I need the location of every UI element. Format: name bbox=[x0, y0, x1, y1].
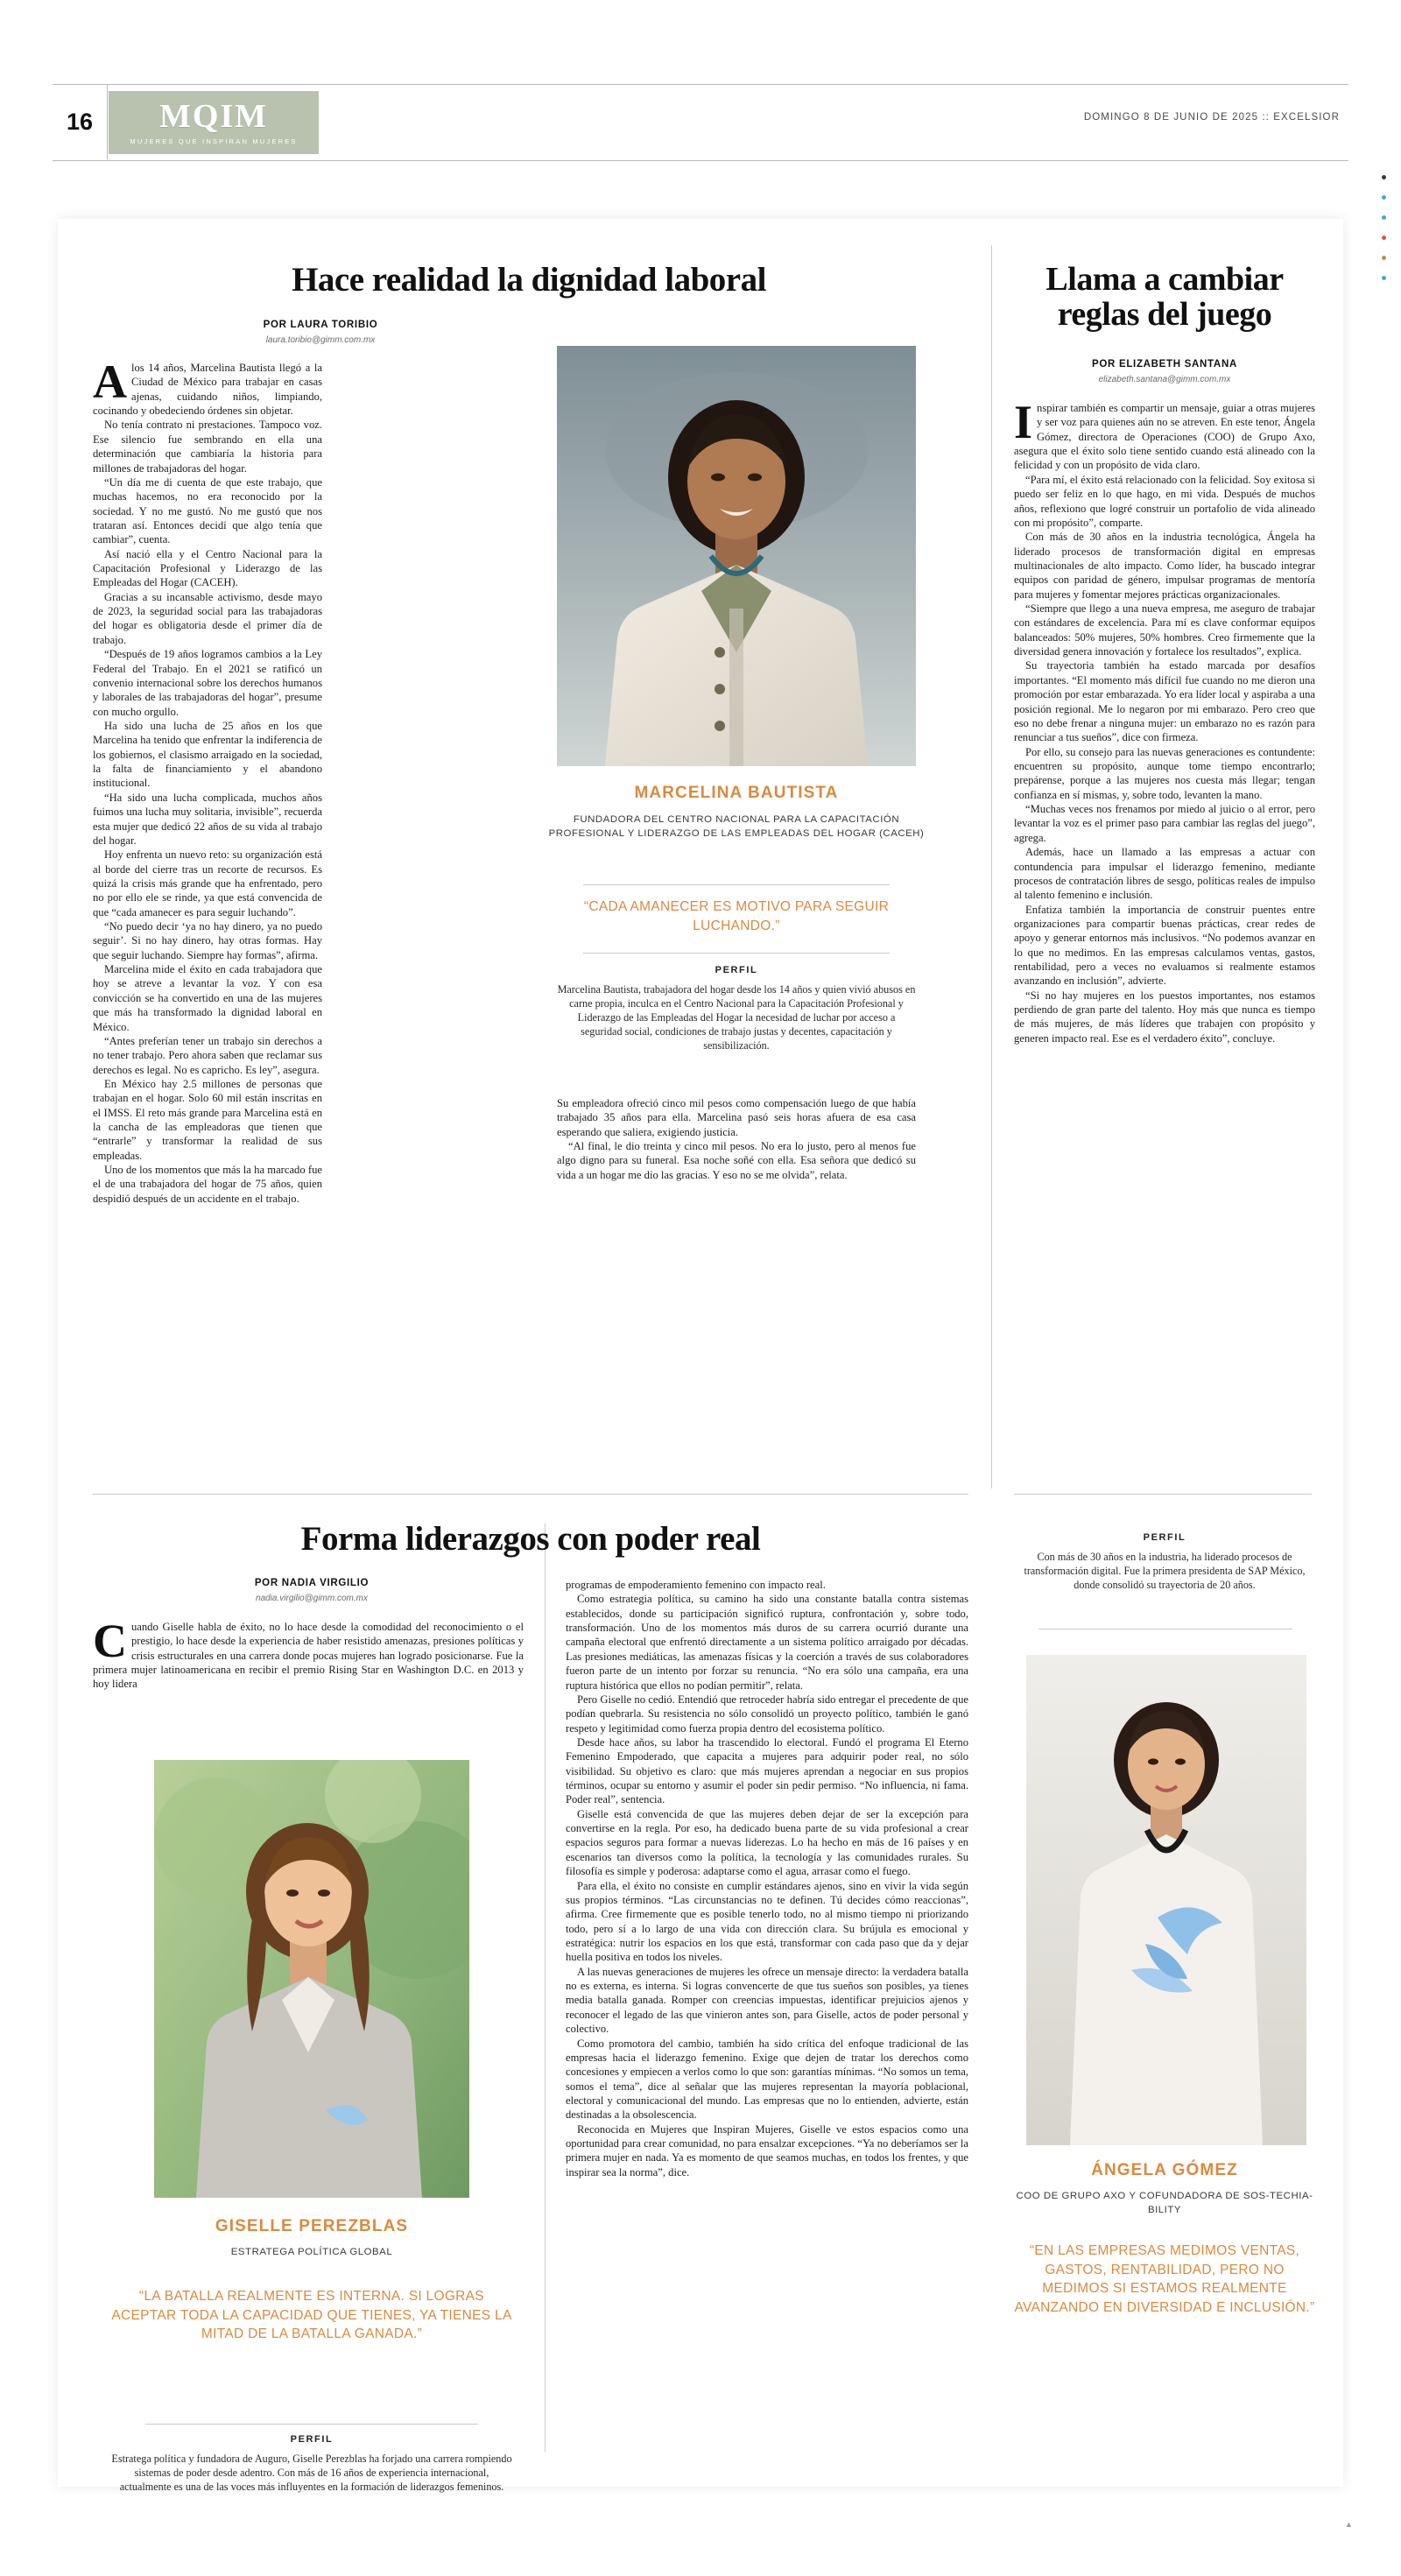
bottom-perfil-title: PERFIL bbox=[290, 2434, 334, 2445]
right-person-name: ÁNGELA GÓMEZ bbox=[1091, 2161, 1238, 2179]
right-article-byline: POR ELIZABETH SANTANA bbox=[1092, 359, 1237, 370]
right-perfil-title: PERFIL bbox=[1143, 1532, 1186, 1543]
section-divider-bottom-right bbox=[1014, 1494, 1312, 1495]
photo-marcelina-bautista bbox=[557, 346, 916, 766]
right-person-quote: “EN LAS EMPRESAS MEDIMOS VENTAS, GASTOS, RENTABILIDAD, PERO NO MEDIMOS SI ESTAMOS REALMENTE AVANZANDO EN DIVERSIDAD E INCLUSIÓN.” bbox=[1014, 2243, 1315, 2316]
right-article-headline: Llama a cambiar reglas del juego bbox=[1045, 261, 1284, 333]
folio-number: 16 bbox=[66, 108, 94, 135]
main-person-role: FUNDADORA DEL CENTRO NACIONAL PARA LA CAPACITACIÓN PROFESIONAL Y LIDERAZGO DE LAS EMPLEADAS DEL HOGAR (CACEH) bbox=[548, 814, 925, 839]
right-perfil-body: Con más de 30 años en la industria, ha liderado procesos de transformación digital. Fue la primera presidenta de SAP México, donde consolidó su trayectoria de 20 años. bbox=[1024, 1551, 1306, 1592]
bottom-article-headline: Forma liderazgos con poder real bbox=[300, 1520, 761, 1558]
decorative-dot-column bbox=[1382, 175, 1390, 296]
main-article-email: laura.toribio@gimm.com.mx bbox=[265, 335, 376, 345]
bottom-article-column-1: Cuando Giselle habla de éxito, no lo hace desde la comodidad del reconocimiento o el prestigio, lo hace desde la experiencia de haber resistido amenazas, presiones políticas y crisis estructurales en una carrera donde pocas mujeres han logrado posicionarse. Fue la primera mujer latinoamericana en recibir el premio Rising Star en Washington D.C. en 2013 y hoy lidera bbox=[93, 1615, 524, 1691]
bottom-perfil-body: Estratega política y fundadora de Auguro, Giselle Perezblas ha forjado una carrera rompiendo sistemas de poder desde adentro. Con más de 16 años de experiencia internacional, actualmente es una de las voces más influyentes en la formación de liderazgos femeninos. bbox=[111, 2453, 512, 2494]
quote-rule-bottom bbox=[583, 953, 890, 954]
main-person-quote: “CADA AMANECER ES MOTIVO PARA SEGUIR LUCHANDO.” bbox=[583, 899, 890, 933]
main-perfil-title: PERFIL bbox=[715, 965, 758, 975]
logo-tagline: MUJERES QUE INSPIRAN MUJERES bbox=[130, 137, 298, 145]
right-article-body: Inspirar también es compartir un mensaje, guiar a otras mujeres y ser voz para quienes aún no se atreven. En este tenor, Ángela Gómez, directora de Operaciones (COO) de Grupo Axo, asegura que el éxito solo tiene sentido cuando está alineado con la felicidad y con un propósito de vida claro. “Para mí, el éxito está relacionado con la felicidad. Soy exitosa si puedo ser feliz en lo que hago, en mi vida. Después de muchos años, reflexiono que logré construir un portafolio de vida alineado con mi propósito”, comparte. Con más de 30 años en la industria tecnológica, Ángela ha liderado procesos de transformación digital en empresas multinacionales de alto impacto. Como líder, ha buscado integrar equipos con paridad de género, impulsar programas de mentoría para mujeres y fomentar mejores prácticas organizacionales. “Siempre que llego a una nueva empresa, me aseguro de trabajar con estándares de excelencia. Para mí es clave conformar equipos balanceados: 50% mujeres, 50% hombres. Creo firmemente que la diversidad genera innovación y fortalece los resultados”, explica. Su trayectoria también ha estado marcada por desafíos importantes. “El momento más difícil fue cuando no me dieron una promoción por estar embarazada. Yo era líder local y aspiraba a una posición regional. Me lo negaron por mi embarazo. Pero creo que eso no debe frenar a ninguna mujer: un embarazo no es razón para renunciar a tus sueños”, dice con firmeza. Por ello, su consejo para las nuevas generaciones es contundente: encuentren su propósito, aunque tome tiempo encontrarlo; prepárense, porque a las mujeres nos cuesta más llegar; tengan confianza en sí mismas, y, sobre todo, levanten la mano. “Muchas veces nos frenamos por miedo al juicio o al error, pero levantar la voz es el primer paso para cambiar las reglas del juego”, agrega. Además, hace un llamado a las empresas a actuar con contundencia para impulsar el liderazgo femenino, mediante procesos de contratación libres de sesgo, políticas reales de impulso al talento femenino e inclusión. Enfatiza también la importancia de construir puentes entre organizaciones para compartir buenas prácticas, crear redes de apoyo y generar entornos más inclusivos. “No podemos avanzar en lo que no medimos. En las empresas calculamos ventas, gastos, rentabilidad, pero a veces no evaluamos si realmente estamos avanzando en inclusión”, advierte. “Si no hay mujeres en los puestos importantes, nos estamos perdiendo de gran parte del talento. Hoy más que nunca es tiempo de más mujeres, de más líderes que trabajen con propósito y generen impacto real. Ese es el verdadero éxito”, concluye. bbox=[1014, 396, 1315, 1045]
quote-rule-top bbox=[583, 884, 890, 885]
right-person-role: COO DE GRUPO AXO Y COFUNDADORA DE SOS-TECHIA-BILITY bbox=[1016, 2191, 1313, 2215]
bottom-person-quote: “LA BATALLA REALMENTE ES INTERNA. SI LOGRAS ACEPTAR TODA LA CAPACIDAD QUE TIENES, YA TIENES LA MITAD DE LA BATALLA GANADA.” bbox=[111, 2289, 512, 2342]
right-article-email: elizabeth.santana@gimm.com.mx bbox=[1098, 375, 1231, 384]
bottom-article-email: nadia.virgilio@gimm.com.mx bbox=[256, 1594, 368, 1603]
photo-giselle-perezblas bbox=[154, 1760, 469, 2198]
main-article-byline: POR LAURA TORIBIO bbox=[263, 320, 378, 330]
column-divider-bottom bbox=[545, 1524, 546, 2452]
column-divider-right bbox=[991, 245, 992, 1489]
bottom-perfil-rule bbox=[145, 2424, 478, 2425]
bottom-person-role: ESTRATEGA POLÍTICA GLOBAL bbox=[230, 2247, 393, 2257]
masthead-date: DOMINGO 8 DE JUNIO DE 2025 :: EXCELSIOR bbox=[1083, 112, 1340, 123]
bottom-article-column-2: programas de empoderamiento femenino con impacto real. Como estrategia política, su camino ha sido una constante batalla contra sistemas establecidos, donde su participación significó ruptura, confrontación y, sobre todo, transformación. Uno de los momentos más duros de su carrera ocurrió durante una campaña electoral que enfrentó directamente a un sistema político arraigado por décadas. Las presiones mediáticas, las amenazas físicas y la coerción a través de sus colaboradores fueron parte de un intento por forzar su renuncia. “No era sólo una campaña, era una ruptura histórica que ellos no podían permitir”, relata. Pero Giselle no cedió. Entendió que retroceder habría sido entregar el precedente de que podían quebrarla. Su resistencia no sólo consolidó un proyecto político, también le ganó respeto y legitimidad como fuerza propia dentro del ecosistema político. Desde hace años, su labor ha trascendido lo electoral. Fundó el programa El Eterno Femenino Empoderado, que capacita a mujeres para adquirir poder real, no sólo visibilidad. Su objetivo es claro: que más mujeres aprendan a negociar en sus propios términos, ocupar su entorno y asumir el poder sin pedir permiso. “No influencia, ni fama. Poder real”, sentencia. Giselle está convencida de que las mujeres deben dejar de ser la excepción para convertirse en la regla. Por eso, ha dedicado buena parte de su vida profesional a crear espacios seguros para formar a nuevas liderezas. Lo ha hecho en más de 16 países y en escenarios tan diversos como la política, la tecnología y las comunidades rurales. Su filosofía es simple y poderosa: adaptarse como el agua, arrasar como el fuego. Para ella, el éxito no consiste en cumplir estándares ajenos, sino en vivir la vida según sus propios términos. “Las circunstancias no te definen. Tú decides cómo reaccionas”, afirma. Cree firmemente que es posible tenerlo todo, no al mismo tiempo ni priorizando todo, pero sí a lo largo de una vida con dirección clara. Su brújula es emocional y estratégica: nutrir los espacios en los que está, transformar con cada paso que da y dejar huella positiva en todos los niveles. A las nuevas generaciones de mujeres les ofrece un mensaje directo: la verdadera batalla no es externa, es interna. Si logras convencerte de que tus sueños son posibles, ya tienes media batalla ganada. Romper con creencias impuestas, identificar prejuicios ajenos y reconocer el legado de las que vinieron antes son, para Giselle, actos de poder personal y colectivo. Como promotora del cambio, también ha sido crítica del enfoque tradicional de las empresas hacia el liderazgo femenino. Exige que dejen de tratar los derechos como concesiones y empiecen a verlos como lo que son: garantías mínimas. “No somos un tema, somos el tema”, dice al señalar que las mujeres representan la mayoría poblacional, electoral y comunicacional del mundo. Las empresas que no lo entienden, advierte, están destinadas a la obsolescencia. Reconocida en Mujeres que Inspiran Mujeres, Giselle ve estos espacios como una oportunidad para crear comunidad, no para ensalzar excepciones. “Ya no deberíamos ser la primera mujer en nada. Ya es momento de que seamos muchas, en todos los frentes, y que inspirar sea la norma”, dice. bbox=[566, 1579, 968, 2178]
publication-logo bbox=[109, 91, 319, 154]
page-folio bbox=[53, 84, 108, 159]
main-article-column-2: Su empleadora ofreció cinco mil pesos como compensación luego de que había trabajado 35 años para ella. Marcelina pasó seis horas afuera de esa casa esperando que saliera, exigiendo justicia. “Al final, le dio treinta y cinco mil pesos. No era lo justo, pero al menos fue algo digno para su funeral. Esa noche soñé con ella. Esa señora que dedicó su vida a un hogar me dio las gracias. Y eso no se me olvida”, relata. bbox=[557, 1097, 916, 1181]
page-content bbox=[58, 219, 1343, 2494]
photo-angela-gomez bbox=[1026, 1655, 1306, 2145]
section-divider-bottom bbox=[93, 1494, 968, 1495]
main-person-name: MARCELINA BAUTISTA bbox=[634, 784, 839, 802]
bottom-person-name: GISELLE PEREZBLAS bbox=[215, 2217, 409, 2235]
bottom-article-byline: POR NADIA VIRGILIO bbox=[254, 1578, 370, 1588]
logo-wordmark: MQIM bbox=[158, 98, 269, 135]
main-article-headline: Hace realidad la dignidad laboral bbox=[292, 261, 766, 299]
corner-mark: ▲ bbox=[1345, 2520, 1353, 2529]
main-perfil-body: Marcelina Bautista, trabajadora del hogar desde los 14 años y quien vivió abusos en carne propia, inculca en el Centro Nacional para la Capacitación Profesional y Liderazgo de las Empleadas del Hogar la necesidad de luchar por acceso a seguridad social, condiciones de trabajo justas y decentes, capacitación y sensibilización. bbox=[557, 983, 916, 1052]
main-article-column-1: Alos 14 años, Marcelina Bautista llegó a la Ciudad de México para trabajar en casas ajenas, cuidando niños, limpiando, cocinando y obedeciendo órdenes sin objetar. No tenía contrato ni prestaciones. Tampoco voz. Ese silencio fue sembrando en ella una determinación que cambiaría la historia para millones de trabajadoras del hogar. “Un día me di cuenta de que este trabajo, que muchas hacemos, no era reconocido por la sociedad. Y no me gustó. No me gustó que nos trataran así. Entonces decidí que algo tenía que cambiar”, cuenta. Así nació ella y el Centro Nacional para la Capacitación Profesional y Liderazgo de las Empleadas del Hogar (CACEH). Gracias a su incansable activismo, desde mayo de 2023, la seguridad social para las trabajadoras del hogar es obligatoria desde el primer día de trabajo. “Después de 19 años logramos cambios a la Ley Federal del Trabajo. En el 2021 se ratificó un convenio internacional sobre los derechos humanos y laborales de las trabajadoras del hogar”, presume con mucho orgullo. Ha sido una lucha de 25 años en los que Marcelina ha tenido que enfrentar la indiferencia de los gobiernos, el clasismo arraigado en la sociedad, la falta de financiamiento y el abandono institucional. “Ha sido una lucha complicada, muchos años fuimos una lucha muy solitaria, invisible”, recuerda esta mujer que dedicó 22 años de su vida al trabajo del hogar. Hoy enfrenta un nuevo reto: su organización está al borde del cierre tras un recorte de recursos. Es quizá la crisis más grande que ha enfrentado, pero no por ello ele se rinde, ya que está convencida de que “cada amanecer es para seguir luchando”. “No puedo decir ‘ya no hay dinero, ya no puedo seguir’. Si no hay dinero, hay otras formas. Hay que seguir luchando. Siempre hay formas”, afirma. Marcelina mide el éxito en cada trabajadora que hoy se atreve a levantar la voz. Y con esa convicción se ha convertido en una de las mujeres que más ha transformado la dignidad laboral en México. “Antes preferían tener un trabajo sin derechos a no tener trabajo. Pero ahora saben que reclamar sus derechos es legal. No es capricho. Es ley”, asegura. En México hay 2.5 millones de personas que trabajan en el hogar. Solo 60 mil están inscritas en el IMSS. El reto más grande para Marcelina está en la cancha de las empleadoras que tienen que “entrarle” y transformar la realidad de sus empleadas. Uno de los momentos que más la ha marcado fue el de una trabajadora del hogar de 75 años, quien despidió después de un accidente en el trabajo. bbox=[93, 355, 322, 1205]
